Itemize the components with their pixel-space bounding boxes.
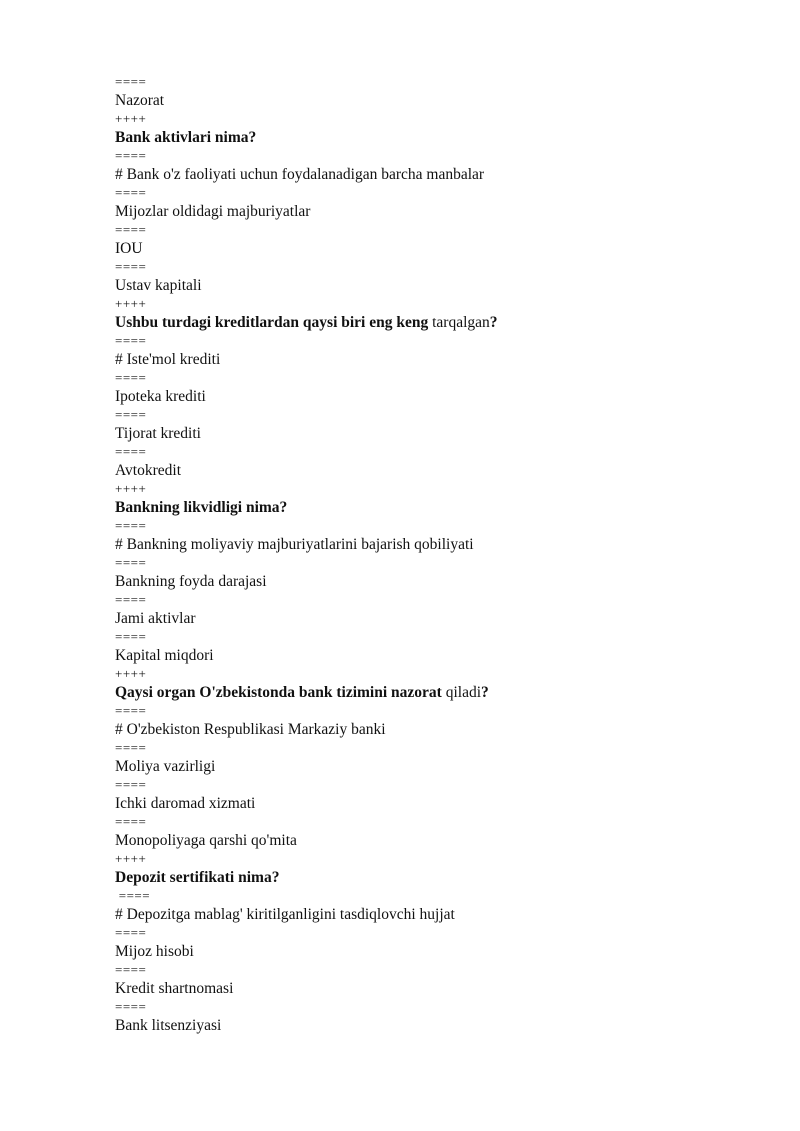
answer-option: Kapital miqdori (115, 647, 214, 664)
answer-option: Bankning foyda darajasi (115, 573, 267, 590)
option-separator: ==== (115, 370, 147, 385)
question-text (115, 497, 755, 518)
question-separator: ++++ (115, 296, 147, 311)
option-separator: ==== (115, 962, 147, 977)
option-separator: ==== (115, 444, 147, 459)
answer-option: Avtokredit (115, 462, 182, 479)
question-bold-part: Qaysi organ O'zbekistonda bank tizimini nazorat (115, 684, 446, 701)
option-separator: ==== (115, 814, 147, 829)
option-separator: ==== (115, 925, 147, 940)
document-page (115, 74, 755, 1036)
question-text (115, 127, 755, 148)
correct-answer: # Bank o'z faoliyati uchun foydalanadigan barcha manbalar (115, 166, 485, 183)
correct-answer: # O'zbekiston Respublikasi Markaziy banki (115, 721, 386, 738)
question-mark: ? (481, 684, 489, 701)
option-separator: ==== (115, 703, 147, 718)
option-separator: ==== (115, 888, 151, 903)
correct-answer: # Bankning moliyaviy majburiyatlarini bajarish qobiliyati (115, 536, 474, 553)
option-separator: ==== (115, 185, 147, 200)
question-bold-part: Bank aktivlari nima? (115, 129, 257, 146)
question-plain-part: qiladi (445, 684, 482, 701)
option-separator: ==== (115, 777, 147, 792)
option-separator: ==== (115, 518, 147, 533)
question-separator: ++++ (115, 666, 147, 681)
answer-option: Ichki daromad xizmati (115, 795, 256, 812)
question-plain-part: tarqalgan (432, 314, 490, 331)
answer-option: Ipoteka krediti (115, 388, 206, 405)
option-separator: ==== (115, 629, 147, 644)
answer-option: Monopoliyaga qarshi qo'mita (115, 832, 297, 849)
answer-option: IOU (115, 240, 143, 257)
option-separator: ==== (115, 407, 147, 422)
question-separator: ++++ (115, 111, 147, 126)
answer-option: Kredit shartnomasi (115, 980, 234, 997)
answer-option: Jami aktivlar (115, 610, 196, 627)
question-bold-part: Depozit sertifikati nima? (115, 869, 280, 886)
question-separator: ++++ (115, 851, 147, 866)
correct-answer: # Iste'mol krediti (115, 351, 221, 368)
answer-option: Moliya vazirligi (115, 758, 216, 775)
question-text (115, 682, 755, 703)
answer-option: Bank litsenziyasi (115, 1017, 222, 1034)
question-text (115, 312, 755, 333)
option-separator: ==== (115, 259, 147, 274)
question-separator: ++++ (115, 481, 147, 496)
correct-answer: # Depozitga mablag' kiritilganligini tasdiqlovchi hujjat (115, 906, 455, 923)
question-mark: ? (489, 314, 498, 331)
option-separator: ==== (115, 555, 147, 570)
option-separator: ==== (115, 74, 147, 89)
answer-option: Ustav kapitali (115, 277, 202, 294)
option-separator: ==== (115, 592, 147, 607)
option-separator: ==== (115, 222, 147, 237)
answer-option: Mijoz hisobi (115, 943, 194, 960)
option-separator: ==== (115, 333, 147, 348)
question-bold-part: Ushbu turdagi kreditlardan qaysi biri eng keng (115, 314, 433, 331)
answer-option: Mijozlar oldidagi majburiyatlar (115, 203, 311, 220)
option-separator: ==== (115, 148, 147, 163)
answer-option: Nazorat (115, 92, 165, 109)
option-separator: ==== (115, 740, 147, 755)
answer-option: Tijorat krediti (115, 425, 201, 442)
option-separator: ==== (115, 999, 147, 1014)
question-text (115, 867, 755, 888)
question-bold-part: Bankning likvidligi nima? (115, 499, 288, 516)
